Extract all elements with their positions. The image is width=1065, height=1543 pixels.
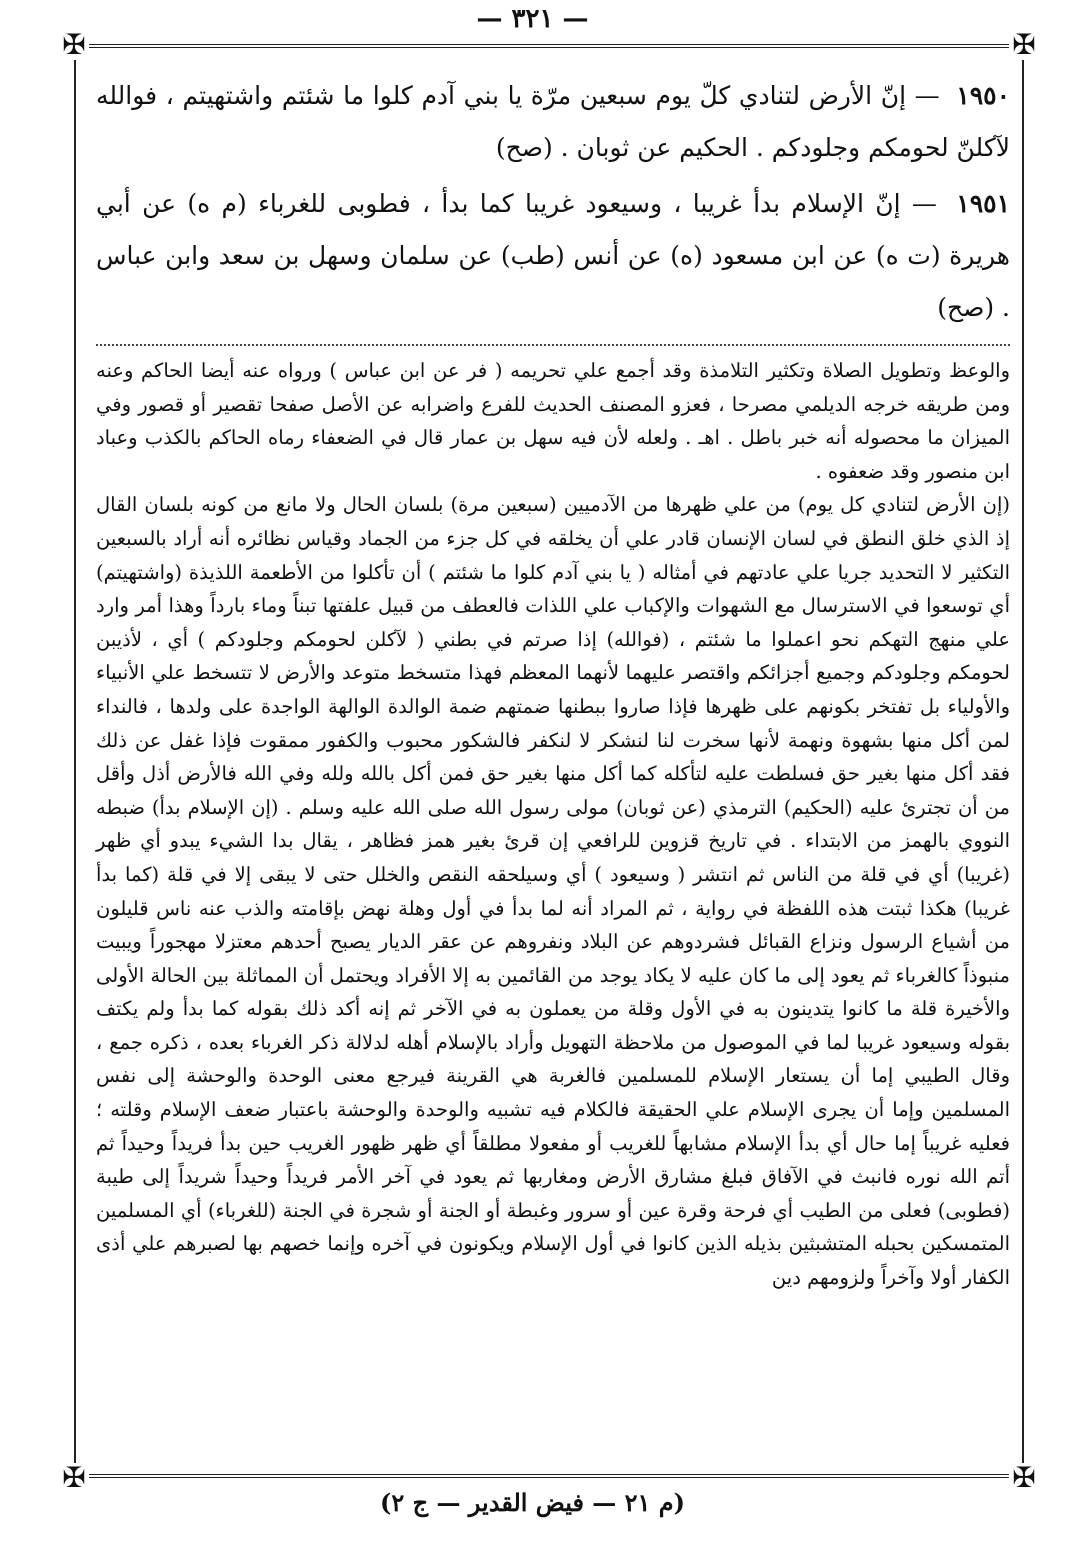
hadith-text: — إنّ الإسلام بدأ غريبا ، وسيعود غريبا كما بدأ ، فطوبى للغرباء (م ه) عن أبي هريرة (ت ه) عن ابن مسعود (ه) عن أنس (طب) عن سلمان وسهل بن سعد وابن عباس . (صح) <box>96 189 1010 322</box>
corner-ornament-icon: ✠ <box>59 1463 89 1493</box>
hadith-entry <box>96 178 1010 334</box>
page-number: — ٣٢١ — <box>476 4 589 34</box>
footer-signature: (م ٢١ — فيض القدير — ج ٢) <box>380 1488 685 1517</box>
corner-ornament-icon: ✠ <box>1009 1463 1039 1493</box>
hadith-text: — إنّ الأرض لتنادي كلّ يوم سبعين مرّة يا بني آدم كلوا ما شئتم واشتهيتم ، فوالله لآكلنّ لحومكم وجلودكم . الحكيم عن ثوبان . (صح) <box>96 81 1010 162</box>
section-divider <box>96 344 1010 346</box>
hadith-number: ١٩٥١ <box>956 189 1010 218</box>
commentary <box>96 354 1010 1295</box>
corner-ornament-icon: ✠ <box>59 30 89 60</box>
hadith-number: ١٩٥٠ <box>956 81 1011 110</box>
commentary-paragraph: (إن الأرض لتنادي كل يوم) من علي ظهرها من الآدميين (سبعين مرة) بلسان الحال ولا مانع من كونه بلسان القال إذ الذي خلق النطق في لسان الإنسان قادر علي أن يخلقه في كل جزء من الجماد وقياس نظائره أنه أراد بالسبعين التكثير لا التحديد جريا علي عادتهم في أمثاله ( يا بني آدم كلوا ما شئتم ) أن تأكلوا من الأطعمة اللذيذة (واشتهيتم) أي توسعوا في الاسترسال مع الشهوات والإكباب علي اللذات فالعطف من قبيل علفتها تبناً وماء بارداً وهذا أمر وارد علي منهج التهكم نحو اعملوا ما شئتم ، (فوالله) إذا صرتم في بطني ( لآكلن لحومكم وجلودكم ) أي ، لأذيبن لحومكم وجلودكم وجميع أجزائكم واقتصر عليهما لأنهما المعظم فهذا متسخط متوعد والأرض لا تتسخط علي الأنبياء والأولياء بل تفتخر بكونهم على ظهرها فإذا صاروا ببطنها ضمتهم ضمة الوالدة الوالهة الواجدة على ولدها ، فالنداء لمن أكل منها بشهوة ونهمة لأنها سخرت لنا لنشكر لا لنكفر فالشكور محبوب والكفور ممقوت فإذا غفل عن ذلك فقد أكل منها بغير حق فسلطت عليه لتأكله كما أكل منها بغير حق فمن أكل بالله ولله وفي الله فالأرض أذل وأقل من أن تجترئ عليه (الحكيم) الترمذي (عن ثوبان) مولى رسول الله صلى الله عليه وسلم . (إن الإسلام بدأ) ضبطه النووي بالهمز من الابتداء . في تاريخ قزوين للرافعي إن قرئ بغير همز فظاهر ، يقال بدا الشيء يبدو أي ظهر (غريبا) أي في قلة من الناس ثم انتشر ( وسيعود ) أي وسيلحقه النقص والخلل حتى لا يبقى إلا في قلة (كما بدأ غريبا) هكذا ثبتت هذه اللفظة في رواية ، ثم المراد أنه لما بدأ في أول وهلة نهض بإقامته والذب عنه ناس قليلون من أشياع الرسول ونزاع القبائل فشردوهم عن البلاد ونفروهم عن عقر الديار يصبح أحدهم معتزلا مهجوراً ويبيت منبوذاً كالغرباء ثم يعود إلى ما كان عليه لا يكاد يوجد من القائمين به إلا الأفراد ويحتمل أن المماثلة بين الحالة الأولى والأخيرة قلة ما كانوا يتدينون به في الأول وقلة من يعملون به في الآخر ثم إنه أكد ذلك بقوله كما بدأ ولم يكتف بقوله وسيعود غريبا لما في الموصول من ملاحظة التهويل وأراد بالإسلام أهله لدلالة ذكر الغرباء بعده ، ذكره جمع ، وقال الطيبي إما أن يستعار الإسلام للمسلمين فالغربة هي القرينة فيرجع معنى الوحدة والوحشة إلى نفس المسلمين وإما أن يجرى الإسلام علي الحقيقة فالكلام فيه تشبيه والوحدة والوحشة باعتبار ضعف الإسلام وقلته ؛ فعليه غريباً إما حال أي بدأ الإسلام مشابهاً للغريب أو مفعولا مطلقاً أي ظهر ظهور الغريب حين بدأ فريداً وحيداً ثم أتم الله نوره فانبث في الآفاق فبلغ مشارق الأرض ومغاربها ثم يعود في آخر الأمر فريداً وحيداً شريداً إلى طيبة (فطوبى) فعلى من الطيب أي فرحة وقرة عين أو سرور وغبطة أو الجنة أو شجرة في الجنة (للغرباء) أي المسلمين المتمسكين بحبله المتشبثين بذيله الذين كانوا في أول الإسلام ويكونون في آخره وإنما خصهم بها لصبرهم علي أذى الكفار أولا وآخراً ولزومهم دين <box>96 493 1010 1290</box>
commentary-paragraph: والوعظ وتطويل الصلاة وتكثير التلامذة وقد أجمع علي تحريمه ( فر عن ابن عباس ) ورواه عنه أيضا الحاكم وعنه ومن طريقه خرجه الديلمي مصرحا ، فعزو المصنف الحديث للفرع واضرابه عن الأصل صفحا تقصير أو قصور وفي الميزان ما محصوله أنه خبر باطل . اهـ . ولعله لأن فيه سهل بن عمار قال في الضعفاء رماه الحاكم بالكذب وعباد ابن منصور وقد ضعفوه . <box>96 359 1010 483</box>
hadith-entry <box>96 70 1010 174</box>
corner-ornament-icon: ✠ <box>1009 30 1039 60</box>
page-content <box>96 70 1010 1295</box>
